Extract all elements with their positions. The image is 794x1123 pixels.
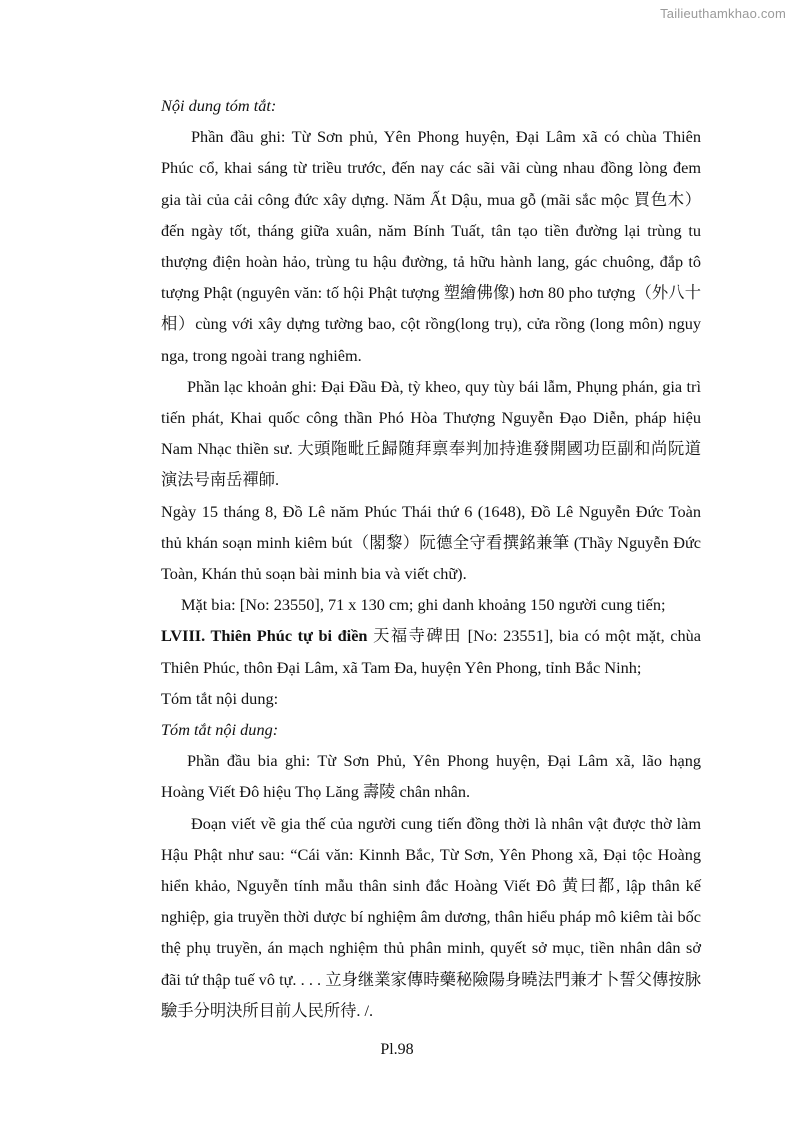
paragraph-stele-title (161, 620, 701, 682)
paragraph-stele-face: Mặt bia: [No: 23550], 71 x 130 cm; ghi danh khoảng 150 người cung tiến; (181, 595, 666, 615)
stele-title: LVIII. Thiên Phúc tự bi điền (161, 626, 368, 646)
section-heading-summary-2: Tóm tắt nội dung: (161, 720, 279, 740)
paragraph-opening: Phần đầu ghi: Từ Sơn phủ, Yên Phong huyện, Đại Lâm xã có chùa Thiên Phúc cổ, khai sáng từ triều trước, đến nay các sãi vãi cùng nhau đồng lòng đem gia tài của cải công đức xây dựng. Năm Ất Dậu, mua gỗ (mãi sắc mộc 買色木）đến ngày tốt, tháng giữa xuân, năm Bính Tuất, tân tạo tiền đường lại trùng tu thượng điện hoàn hảo, trùng tu hậu đường, tả hữu hành lang, gác chuông, đắp tô tượng Phật (nguyên văn: tố hội Phật tượng 塑繪佛像) hơn 80 pho tượng（外八十相）cùng với xây dựng tường bao, cột rồng(long trụ), cửa rồng (long môn) nguy nga, trong ngoài trang nghiêm. (161, 127, 701, 365)
page-number: Pl.98 (380, 1041, 414, 1058)
paragraph-family: Đoạn viết về gia thế của người cung tiến đồng thời là nhân vật được thờ làm Hậu Phật như sau: “Cái văn: Kinnh Bắc, Từ Sơn, Yên Phong xã, Đại tộc Hoàng hiển khảo, Nguyễn tính mẫu thân sinh đắc Hoàng Viết Đô 黄曰都, lập thân kế nghiệp, gia truyền thời dược bí nghiệm âm dương, thân hiểu pháp mô kiêm tài bốc thệ phụ truyền, án mạch nghiệm thủ phân minh, quyết sở mục, tiền nhân dân sở đãi tứ thập tuế vô tự. . . . 立身继業家傳時藥秘險陽身曉法門兼才卜誓父傳按脉驗手分明決所目前人民所待. /. (161, 813, 701, 1020)
paragraph-date: Ngày 15 tháng 8, Đồ Lê năm Phúc Thái thứ 6 (1648), Đồ Lê Nguyễn Đức Toàn thủ khán soạn minh kiêm bút（閣黎）阮德全守看撰銘兼筆 (Thầy Nguyễn Đức Toàn, Khán thủ soạn bài minh bia và viết chữ). (161, 501, 701, 584)
section-heading-summary: Nội dung tóm tắt: (161, 96, 277, 115)
watermark: Tailieuthamkhao.com (660, 6, 786, 21)
stele-title-details: 天福寺碑田 [No: 23551], bia có một mặt, chùa Thiên Phúc, thôn Đại Lâm, xã Tam Đa, huyện Yên Phong, tỉnh Bắc Ninh; (161, 626, 702, 677)
document-body (161, 90, 701, 1026)
paragraph-stele-opening: Phần đầu bia ghi: Từ Sơn Phủ, Yên Phong huyện, Đại Lâm xã, lão hạng Hoàng Viết Đô hiệu Thọ Lăng 壽陵 chân nhân. (161, 751, 701, 802)
paragraph-colophon: Phần lạc khoản ghi: Đại Đầu Đà, tỳ kheo, quy tùy bái lẫm, Phụng phán, gia trì tiến phát, Khai quốc công thần Phó Hòa Thượng Nguyễn Đạo Diễn, pháp hiệu Nam Nhạc thiền sư. 大頭陁毗丘歸随拜禀奉判加持進發開國功臣副和尚阮道演法号南岳禪師. (161, 376, 701, 490)
label-summary: Tóm tắt nội dung: (161, 688, 279, 708)
